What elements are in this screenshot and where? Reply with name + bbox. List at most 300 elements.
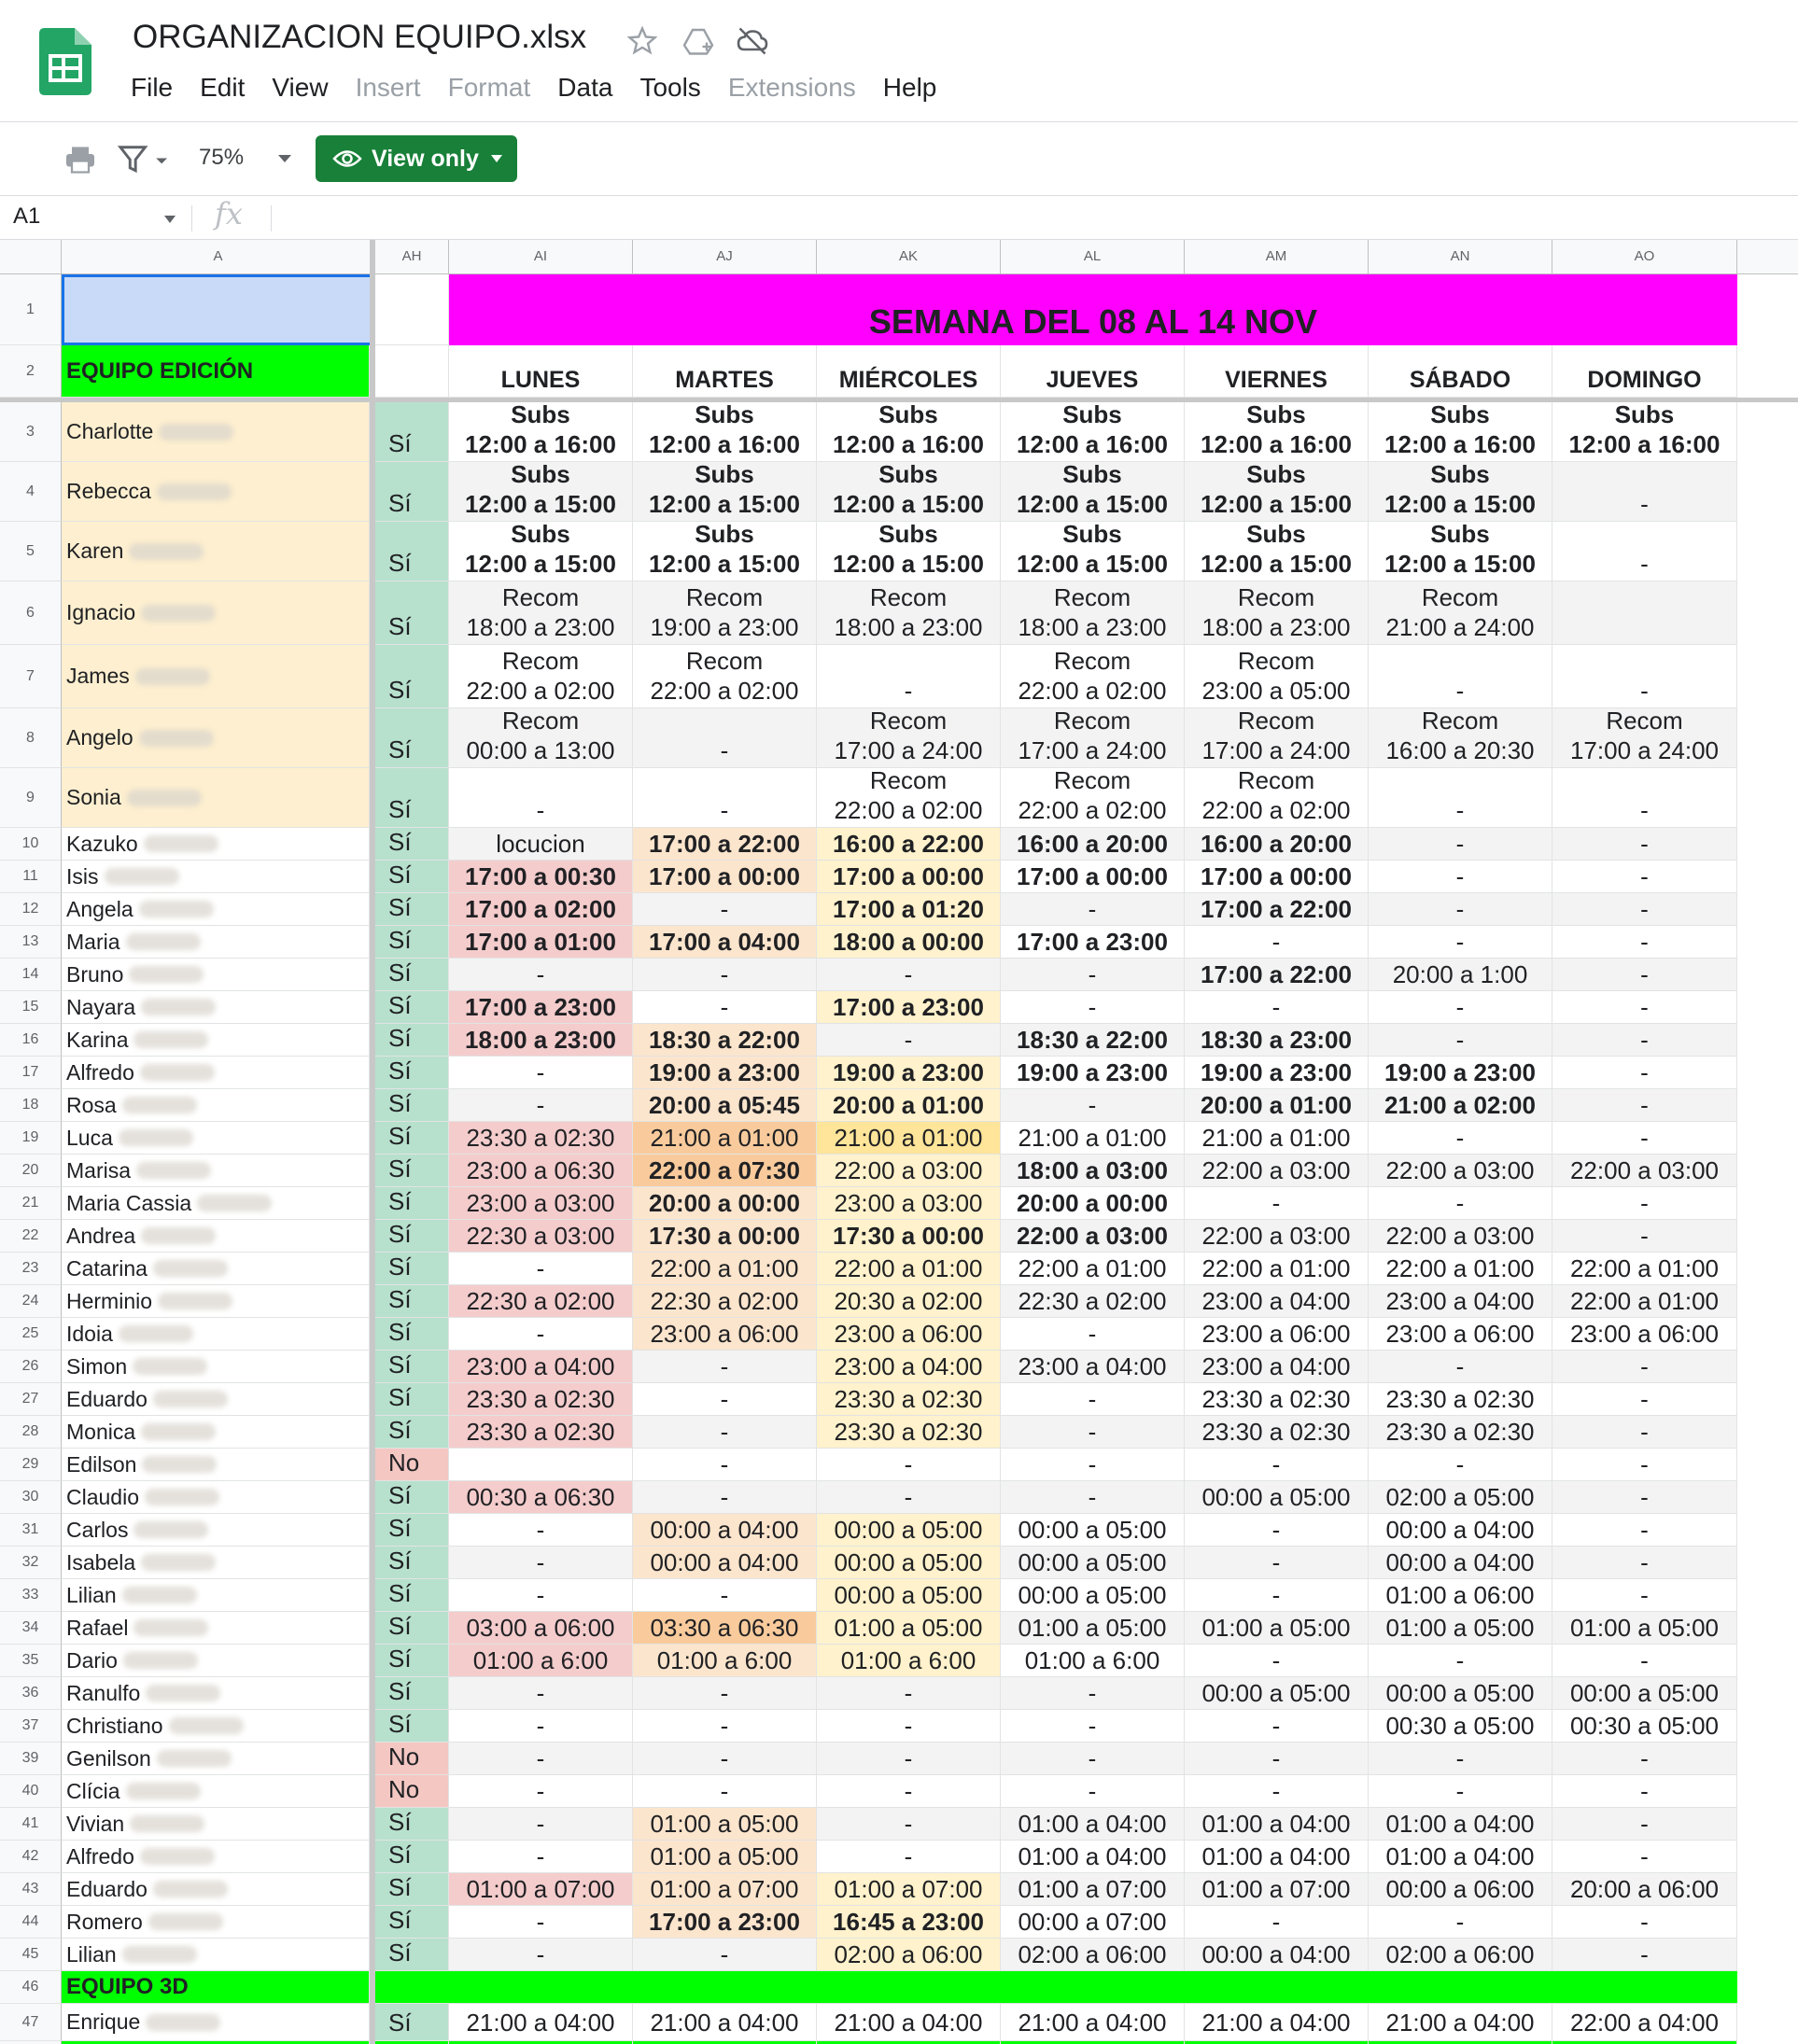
schedule-cell[interactable] <box>1185 1645 1369 1677</box>
row-header[interactable]: 25 <box>0 1318 62 1351</box>
schedule-cell[interactable] <box>449 522 633 581</box>
name-cell[interactable] <box>62 1710 370 1743</box>
schedule-cell[interactable] <box>1001 708 1185 768</box>
availability-cell[interactable]: Sí <box>375 1187 449 1220</box>
menu-data[interactable]: Data <box>557 73 613 102</box>
schedule-cell[interactable] <box>1185 1579 1369 1612</box>
schedule-cell[interactable] <box>1369 708 1552 768</box>
team2-band[interactable] <box>375 1971 449 2004</box>
schedule-cell[interactable] <box>1001 1318 1185 1351</box>
schedule-cell[interactable] <box>1369 1057 1552 1089</box>
schedule-cell[interactable] <box>1369 1906 1552 1939</box>
schedule-cell[interactable] <box>633 1710 817 1743</box>
availability-cell[interactable]: Sí <box>375 893 449 926</box>
schedule-cell[interactable] <box>1185 1808 1369 1841</box>
schedule-cell[interactable] <box>1001 1089 1185 1122</box>
row-header[interactable]: 43 <box>0 1873 62 1906</box>
row-header[interactable]: 31 <box>0 1514 62 1547</box>
schedule-cell[interactable] <box>1001 1155 1185 1187</box>
schedule-cell[interactable] <box>1369 1775 1552 1808</box>
availability-cell[interactable]: Sí <box>375 1089 449 1122</box>
schedule-cell[interactable] <box>817 861 1001 893</box>
availability-cell[interactable]: Sí <box>375 1710 449 1743</box>
row-header[interactable]: 26 <box>0 1351 62 1383</box>
name-cell[interactable] <box>62 1677 370 1710</box>
schedule-cell[interactable] <box>817 1841 1001 1873</box>
schedule-cell[interactable] <box>817 1710 1001 1743</box>
name-cell[interactable] <box>62 1220 370 1253</box>
schedule-cell[interactable] <box>633 1057 817 1089</box>
schedule-cell[interactable] <box>817 991 1001 1024</box>
schedule-cell[interactable] <box>1369 462 1552 522</box>
chevron-down-icon[interactable] <box>276 152 293 165</box>
schedule-cell[interactable] <box>1369 1122 1552 1155</box>
schedule-cell[interactable] <box>1552 768 1737 828</box>
spreadsheet-grid[interactable] <box>0 240 1798 2044</box>
name-cell[interactable] <box>62 1939 370 1971</box>
schedule-cell[interactable] <box>817 645 1001 708</box>
schedule-cell[interactable] <box>1001 1710 1185 1743</box>
availability-cell[interactable]: Sí <box>375 1416 449 1449</box>
availability-cell[interactable]: Sí <box>375 2004 449 2041</box>
schedule-cell[interactable] <box>1185 1906 1369 1939</box>
schedule-cell[interactable] <box>1001 1514 1185 1547</box>
availability-cell[interactable]: Sí <box>375 768 449 828</box>
schedule-cell[interactable] <box>1001 1743 1185 1775</box>
schedule-cell[interactable] <box>1185 1024 1369 1057</box>
schedule-cell[interactable] <box>633 2004 817 2041</box>
name-cell[interactable] <box>62 1612 370 1645</box>
column-header-am[interactable]: AM <box>1185 240 1369 273</box>
schedule-cell[interactable] <box>1185 1547 1369 1579</box>
schedule-cell[interactable] <box>817 1808 1001 1841</box>
schedule-cell[interactable] <box>633 1024 817 1057</box>
schedule-cell[interactable] <box>1001 926 1185 959</box>
schedule-cell[interactable] <box>1185 1481 1369 1514</box>
schedule-cell[interactable] <box>633 1122 817 1155</box>
schedule-cell[interactable] <box>1001 1187 1185 1220</box>
row-header[interactable]: 28 <box>0 1416 62 1449</box>
schedule-cell[interactable] <box>633 991 817 1024</box>
schedule-cell[interactable] <box>817 1383 1001 1416</box>
schedule-cell[interactable] <box>633 926 817 959</box>
schedule-cell[interactable] <box>1001 1841 1185 1873</box>
schedule-cell[interactable] <box>1552 1024 1737 1057</box>
row-header[interactable]: 35 <box>0 1645 62 1677</box>
schedule-cell[interactable] <box>449 1939 633 1971</box>
availability-cell[interactable]: No <box>375 1743 449 1775</box>
row-header[interactable]: 29 <box>0 1449 62 1481</box>
schedule-cell[interactable] <box>449 1383 633 1416</box>
row-header[interactable]: 39 <box>0 1743 62 1775</box>
row-header[interactable]: 40 <box>0 1775 62 1808</box>
schedule-cell[interactable] <box>1552 1253 1737 1285</box>
team2-band[interactable] <box>449 1971 633 2004</box>
schedule-cell[interactable] <box>449 768 633 828</box>
name-cell[interactable] <box>62 991 370 1024</box>
day-header-4[interactable]: JUEVES <box>1001 345 1185 398</box>
schedule-cell[interactable] <box>1369 1024 1552 1057</box>
schedule-cell[interactable] <box>1185 1351 1369 1383</box>
name-cell[interactable] <box>62 959 370 991</box>
drive-move-icon[interactable] <box>681 24 715 58</box>
schedule-cell[interactable] <box>449 1743 633 1775</box>
schedule-cell[interactable] <box>633 1318 817 1351</box>
schedule-cell[interactable] <box>633 522 817 581</box>
day-header-1[interactable]: LUNES <box>449 345 633 398</box>
schedule-cell[interactable] <box>1001 1677 1185 1710</box>
schedule-cell[interactable] <box>449 1318 633 1351</box>
schedule-cell[interactable] <box>1185 1449 1369 1481</box>
availability-cell[interactable]: Sí <box>375 581 449 645</box>
schedule-cell[interactable] <box>1001 1612 1185 1645</box>
schedule-cell[interactable] <box>1369 1253 1552 1285</box>
team2-band[interactable] <box>633 1971 817 2004</box>
schedule-cell[interactable] <box>1552 1285 1737 1318</box>
schedule-cell[interactable] <box>817 1155 1001 1187</box>
availability-cell[interactable]: Sí <box>375 1285 449 1318</box>
schedule-cell[interactable] <box>1552 581 1737 645</box>
view-only-button[interactable] <box>316 135 517 182</box>
menu-file[interactable]: File <box>131 73 174 102</box>
schedule-cell[interactable] <box>633 828 817 861</box>
schedule-cell[interactable] <box>1369 828 1552 861</box>
schedule-cell[interactable] <box>1185 1285 1369 1318</box>
name-cell[interactable] <box>62 1808 370 1841</box>
schedule-cell[interactable] <box>1552 1808 1737 1841</box>
schedule-cell[interactable] <box>1369 1612 1552 1645</box>
schedule-cell[interactable] <box>449 1710 633 1743</box>
schedule-cell[interactable] <box>1552 1579 1737 1612</box>
schedule-cell[interactable] <box>1001 1808 1185 1841</box>
schedule-cell[interactable] <box>633 1449 817 1481</box>
name-cell[interactable] <box>62 926 370 959</box>
schedule-cell[interactable] <box>1001 645 1185 708</box>
schedule-cell[interactable] <box>449 1841 633 1873</box>
schedule-cell[interactable] <box>1552 1481 1737 1514</box>
schedule-cell[interactable] <box>1552 1383 1737 1416</box>
schedule-cell[interactable] <box>633 1906 817 1939</box>
schedule-cell[interactable] <box>1185 1873 1369 1906</box>
row-header[interactable]: 7 <box>0 645 62 708</box>
schedule-cell[interactable] <box>1552 1939 1737 1971</box>
schedule-cell[interactable] <box>1369 522 1552 581</box>
row-header[interactable]: 12 <box>0 893 62 926</box>
availability-cell[interactable]: Sí <box>375 1873 449 1906</box>
schedule-cell[interactable] <box>817 1449 1001 1481</box>
name-cell[interactable] <box>62 861 370 893</box>
schedule-cell[interactable] <box>633 861 817 893</box>
schedule-cell[interactable] <box>1369 959 1552 991</box>
name-cell[interactable] <box>62 522 370 581</box>
schedule-cell[interactable] <box>1369 991 1552 1024</box>
menu-extensions[interactable]: Extensions <box>727 73 856 102</box>
day-header-5[interactable]: VIERNES <box>1185 345 1369 398</box>
name-cell[interactable] <box>62 1318 370 1351</box>
schedule-cell[interactable] <box>633 1612 817 1645</box>
schedule-cell[interactable] <box>449 1677 633 1710</box>
schedule-cell[interactable] <box>633 1808 817 1841</box>
name-cell[interactable] <box>62 1057 370 1089</box>
schedule-cell[interactable] <box>1185 2004 1369 2041</box>
row-header[interactable]: 8 <box>0 708 62 768</box>
schedule-cell[interactable] <box>449 1122 633 1155</box>
schedule-cell[interactable] <box>1369 1187 1552 1220</box>
schedule-cell[interactable] <box>1369 861 1552 893</box>
schedule-cell[interactable] <box>1185 522 1369 581</box>
availability-cell[interactable]: Sí <box>375 1024 449 1057</box>
schedule-cell[interactable] <box>449 1612 633 1645</box>
name-cell[interactable] <box>62 1645 370 1677</box>
name-cell[interactable] <box>62 1514 370 1547</box>
schedule-cell[interactable] <box>1552 926 1737 959</box>
schedule-cell[interactable] <box>633 1645 817 1677</box>
availability-cell[interactable]: Sí <box>375 645 449 708</box>
schedule-cell[interactable] <box>1369 581 1552 645</box>
schedule-cell[interactable] <box>817 581 1001 645</box>
schedule-cell[interactable] <box>1001 991 1185 1024</box>
schedule-cell[interactable] <box>1369 1645 1552 1677</box>
schedule-cell[interactable] <box>1552 1155 1737 1187</box>
row-header[interactable]: 10 <box>0 828 62 861</box>
name-cell[interactable] <box>62 1743 370 1775</box>
schedule-cell[interactable] <box>1001 1775 1185 1808</box>
schedule-cell[interactable] <box>1552 1743 1737 1775</box>
schedule-cell[interactable] <box>1001 1547 1185 1579</box>
schedule-cell[interactable] <box>449 1187 633 1220</box>
document-title[interactable]: ORGANIZACION EQUIPO.xlsx <box>133 19 587 55</box>
schedule-cell[interactable] <box>1552 1906 1737 1939</box>
schedule-cell[interactable] <box>1185 402 1369 462</box>
row-header[interactable]: 36 <box>0 1677 62 1710</box>
name-cell[interactable] <box>62 1089 370 1122</box>
schedule-cell[interactable] <box>633 1416 817 1449</box>
schedule-cell[interactable] <box>1185 708 1369 768</box>
column-header-ao[interactable]: AO <box>1552 240 1737 273</box>
schedule-cell[interactable] <box>817 1743 1001 1775</box>
name-cell[interactable] <box>62 1841 370 1873</box>
schedule-cell[interactable] <box>1369 768 1552 828</box>
schedule-cell[interactable] <box>1001 861 1185 893</box>
schedule-cell[interactable] <box>633 1939 817 1971</box>
availability-cell[interactable]: Sí <box>375 708 449 768</box>
schedule-cell[interactable] <box>1001 1416 1185 1449</box>
schedule-cell[interactable] <box>1185 1220 1369 1253</box>
row-header[interactable]: 20 <box>0 1155 62 1187</box>
schedule-cell[interactable] <box>817 1939 1001 1971</box>
team2-band[interactable] <box>1185 1971 1369 2004</box>
schedule-cell[interactable] <box>817 893 1001 926</box>
availability-cell[interactable]: Sí <box>375 1253 449 1285</box>
schedule-cell[interactable] <box>1185 959 1369 991</box>
availability-cell[interactable]: Sí <box>375 1318 449 1351</box>
schedule-cell[interactable] <box>817 462 1001 522</box>
schedule-cell[interactable] <box>1369 893 1552 926</box>
schedule-cell[interactable] <box>449 1873 633 1906</box>
schedule-cell[interactable] <box>1552 1645 1737 1677</box>
schedule-cell[interactable] <box>449 1579 633 1612</box>
row-header[interactable]: 1 <box>0 274 62 345</box>
schedule-cell[interactable] <box>1001 522 1185 581</box>
row-header[interactable]: 46 <box>0 1971 62 2004</box>
name-cell[interactable] <box>62 1449 370 1481</box>
schedule-cell[interactable] <box>1185 1122 1369 1155</box>
team2-band[interactable] <box>1552 1971 1737 2004</box>
schedule-cell[interactable] <box>1369 1449 1552 1481</box>
name-cell[interactable] <box>62 462 370 522</box>
schedule-cell[interactable] <box>1552 1710 1737 1743</box>
schedule-cell[interactable] <box>1369 1514 1552 1547</box>
schedule-cell[interactable] <box>1001 1285 1185 1318</box>
schedule-cell[interactable] <box>1185 1253 1369 1285</box>
availability-cell[interactable]: Sí <box>375 991 449 1024</box>
schedule-cell[interactable] <box>633 1253 817 1285</box>
schedule-cell[interactable] <box>449 1449 633 1481</box>
availability-cell[interactable]: Sí <box>375 402 449 462</box>
schedule-cell[interactable] <box>449 1220 633 1253</box>
schedule-cell[interactable] <box>449 708 633 768</box>
schedule-cell[interactable] <box>449 1253 633 1285</box>
schedule-cell[interactable] <box>1369 1220 1552 1253</box>
availability-cell[interactable]: Sí <box>375 1808 449 1841</box>
schedule-cell[interactable] <box>633 959 817 991</box>
menu-help[interactable]: Help <box>882 73 937 102</box>
menu-insert[interactable]: Insert <box>355 73 421 102</box>
schedule-cell[interactable] <box>449 991 633 1024</box>
row-header[interactable]: 14 <box>0 959 62 991</box>
name-cell[interactable] <box>62 768 370 828</box>
row-header[interactable]: 41 <box>0 1808 62 1841</box>
name-cell[interactable] <box>62 581 370 645</box>
cell-ah1[interactable] <box>375 274 449 345</box>
schedule-cell[interactable] <box>817 1089 1001 1122</box>
availability-cell[interactable]: Sí <box>375 1645 449 1677</box>
select-all-corner[interactable] <box>0 240 62 273</box>
row-header[interactable]: 2 <box>0 345 62 398</box>
schedule-cell[interactable] <box>1552 1449 1737 1481</box>
schedule-cell[interactable] <box>1001 959 1185 991</box>
schedule-cell[interactable] <box>1369 402 1552 462</box>
schedule-cell[interactable] <box>817 768 1001 828</box>
availability-cell[interactable]: Sí <box>375 1677 449 1710</box>
week-banner[interactable]: SEMANA DEL 08 AL 14 NOV <box>449 274 1737 345</box>
schedule-cell[interactable] <box>1001 1253 1185 1285</box>
menu-tools[interactable]: Tools <box>639 73 701 102</box>
zoom-select[interactable]: 75% <box>199 145 245 170</box>
row-header[interactable]: 44 <box>0 1906 62 1939</box>
print-icon[interactable] <box>63 143 97 176</box>
team2-band[interactable] <box>817 1971 1001 2004</box>
schedule-cell[interactable] <box>1369 1318 1552 1351</box>
schedule-cell[interactable] <box>1001 402 1185 462</box>
schedule-cell[interactable] <box>449 1285 633 1318</box>
schedule-cell[interactable] <box>1185 645 1369 708</box>
schedule-cell[interactable] <box>1001 1220 1185 1253</box>
schedule-cell[interactable] <box>449 1775 633 1808</box>
name-cell[interactable] <box>62 1024 370 1057</box>
schedule-cell[interactable] <box>1185 1612 1369 1645</box>
schedule-cell[interactable] <box>1369 1351 1552 1383</box>
availability-cell[interactable]: No <box>375 1775 449 1808</box>
cloud-offline-icon[interactable] <box>736 24 769 58</box>
schedule-cell[interactable] <box>817 522 1001 581</box>
row-header[interactable]: 3 <box>0 402 62 462</box>
cell-a1[interactable] <box>62 274 375 345</box>
day-header-2[interactable]: MARTES <box>633 345 817 398</box>
menu-edit[interactable]: Edit <box>200 73 246 102</box>
schedule-cell[interactable] <box>1185 462 1369 522</box>
availability-cell[interactable]: Sí <box>375 1481 449 1514</box>
schedule-cell[interactable] <box>1001 1873 1185 1906</box>
column-header-ah[interactable]: AH <box>375 240 449 273</box>
day-header-6[interactable]: SÁBADO <box>1369 345 1552 398</box>
schedule-cell[interactable] <box>817 1481 1001 1514</box>
schedule-cell[interactable] <box>1552 1841 1737 1873</box>
schedule-cell[interactable] <box>449 1808 633 1841</box>
row-header[interactable]: 6 <box>0 581 62 645</box>
schedule-cell[interactable] <box>817 1547 1001 1579</box>
availability-cell[interactable]: Sí <box>375 828 449 861</box>
schedule-cell[interactable] <box>633 1547 817 1579</box>
row-header[interactable]: 47 <box>0 2004 62 2041</box>
schedule-cell[interactable] <box>633 1089 817 1122</box>
schedule-cell[interactable] <box>633 645 817 708</box>
schedule-cell[interactable] <box>1001 1057 1185 1089</box>
availability-cell[interactable]: Sí <box>375 1841 449 1873</box>
row-header[interactable]: 32 <box>0 1547 62 1579</box>
schedule-cell[interactable] <box>1552 893 1737 926</box>
name-cell[interactable] <box>62 1285 370 1318</box>
schedule-cell[interactable] <box>633 1187 817 1220</box>
availability-cell[interactable]: Sí <box>375 1057 449 1089</box>
availability-cell[interactable]: No <box>375 1449 449 1481</box>
schedule-cell[interactable] <box>1552 1547 1737 1579</box>
filter-icon[interactable] <box>118 143 170 176</box>
schedule-cell[interactable] <box>633 893 817 926</box>
chevron-down-icon[interactable] <box>164 216 176 223</box>
schedule-cell[interactable] <box>817 1612 1001 1645</box>
availability-cell[interactable]: Sí <box>375 1547 449 1579</box>
schedule-cell[interactable] <box>817 1514 1001 1547</box>
schedule-cell[interactable] <box>817 1645 1001 1677</box>
day-header-3[interactable]: MIÉRCOLES <box>817 345 1001 398</box>
availability-cell[interactable]: Sí <box>375 1351 449 1383</box>
availability-cell[interactable]: Sí <box>375 462 449 522</box>
row-header[interactable]: 4 <box>0 462 62 522</box>
schedule-cell[interactable] <box>817 1579 1001 1612</box>
schedule-cell[interactable] <box>1185 1841 1369 1873</box>
schedule-cell[interactable] <box>1552 1677 1737 1710</box>
schedule-cell[interactable] <box>1552 1318 1737 1351</box>
cell[interactable] <box>375 345 449 398</box>
availability-cell[interactable]: Sí <box>375 1612 449 1645</box>
availability-cell[interactable]: Sí <box>375 522 449 581</box>
row-header[interactable]: 34 <box>0 1612 62 1645</box>
schedule-cell[interactable] <box>817 2004 1001 2041</box>
schedule-cell[interactable] <box>1001 462 1185 522</box>
name-cell[interactable] <box>62 1775 370 1808</box>
schedule-cell[interactable] <box>1185 1743 1369 1775</box>
schedule-cell[interactable] <box>817 1416 1001 1449</box>
schedule-cell[interactable] <box>1552 1089 1737 1122</box>
row-header[interactable]: 23 <box>0 1253 62 1285</box>
schedule-cell[interactable] <box>1001 1579 1185 1612</box>
row-header[interactable]: 16 <box>0 1024 62 1057</box>
schedule-cell[interactable] <box>1552 2004 1737 2041</box>
sheets-logo-icon[interactable] <box>39 28 91 95</box>
schedule-cell[interactable] <box>449 959 633 991</box>
schedule-cell[interactable] <box>633 1383 817 1416</box>
